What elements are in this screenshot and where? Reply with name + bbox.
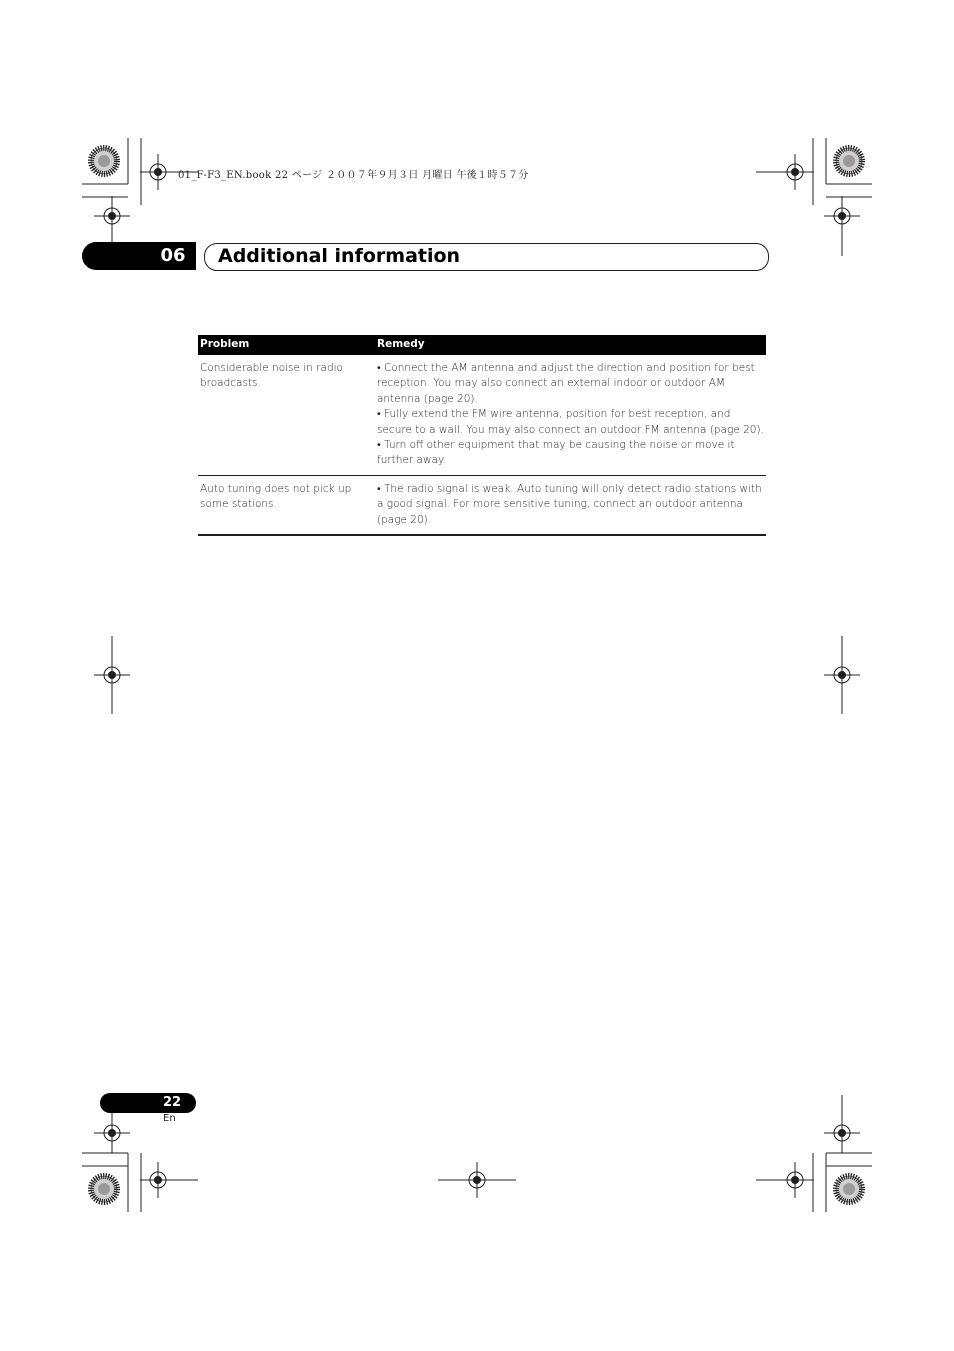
- page-number: 22: [162, 1095, 182, 1110]
- chapter-title: Additional information: [218, 245, 461, 267]
- troubleshooting-table: [198, 335, 766, 536]
- chapter-number: 06: [160, 245, 186, 266]
- problem-cell: Considerable noise in radio broadcasts.: [198, 355, 375, 475]
- column-header-remedy: Remedy: [375, 335, 766, 355]
- remedy-bullet: • Turn off other equipment that may be causing the noise or move it further away.: [377, 439, 735, 467]
- table-header-row: [198, 335, 766, 355]
- table-row: [198, 355, 766, 475]
- remedy-cell: [375, 355, 766, 475]
- remedy-cell: [375, 475, 766, 535]
- remedy-bullet: • Fully extend the FM wire antenna, position for best reception, and secure to a wall. You may also connect an outdoor FM antenna (page 20).: [377, 408, 764, 436]
- remedy-bullet: • The radio signal is weak. Auto tuning will only detect radio stations with a good signal. For more sensitive tuning, connect an outdoor antenna (page 20).: [377, 482, 762, 526]
- table-row: [198, 475, 766, 535]
- remedy-bullet: • Connect the AM antenna and adjust the direction and position for best reception. You may also connect an external indoor or outdoor AM antenna (page 20).: [377, 362, 755, 405]
- column-header-problem: Problem: [198, 335, 375, 355]
- print-job-info: 01_F-F3_EN.book 22 ページ ２００７年９月３日 月曜日 午後１時５７分: [178, 170, 529, 181]
- problem-cell: Auto tuning does not pick up some stations.: [198, 475, 375, 535]
- page-language: En: [163, 1113, 176, 1124]
